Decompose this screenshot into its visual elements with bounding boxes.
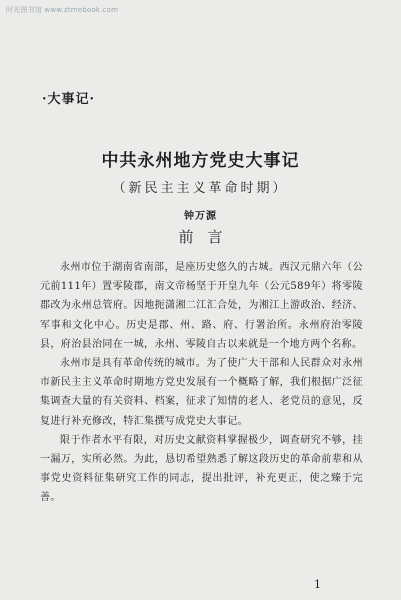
- paragraph: 永州市是具有革命传统的城市。为了使广大干部和人民群众对永州市新民主主义革命时期地方党史发展有一个概略了解，我们根据广泛征集调查大量的有关资料、档案，征求了知情的老人、老党员的意见，反复进行补充修改，特汇集撰写成党史大事记。: [40, 358, 363, 427]
- watermark: 时光图书馆 www.ztmebook.com: [6, 6, 119, 14]
- preface-heading: 前言: [178, 228, 237, 246]
- section-label: ·大事记·: [42, 92, 96, 107]
- paragraph: 限于作者水平有限，对历史文献资料掌握极少，调查研究不够，挂一漏万，实所必然。为此，恳切希望熟悉了解这段历史的革命前辈和从事党史资料征集研究工作的同志，提出批评，补充更正，使之臻于完善。: [40, 434, 363, 504]
- document-subtitle: （新民主主义革命时期）: [112, 181, 289, 196]
- author-name: 钟万源: [184, 211, 217, 222]
- page-number: 1: [314, 578, 321, 591]
- document-title: 中共永州地方党史大事记: [101, 151, 300, 171]
- preface-body: [40, 258, 363, 508]
- paragraph: 永州市位于湖南省南部，是座历史悠久的古城。西汉元鼎六年（公元前111年）置零陵郡，南文帝杨坚于开皇九年（公元589年）将零陵郡改为永州总管府。因地扼潇湘二江汇合处，为湘江上游政治、经济、军事和文化中心。历史是郡、州、路、府、行署治所。永州府治零陵县，府治县治同在一城，永州、零陵自古以来就是一个地方两个名称。: [40, 262, 363, 350]
